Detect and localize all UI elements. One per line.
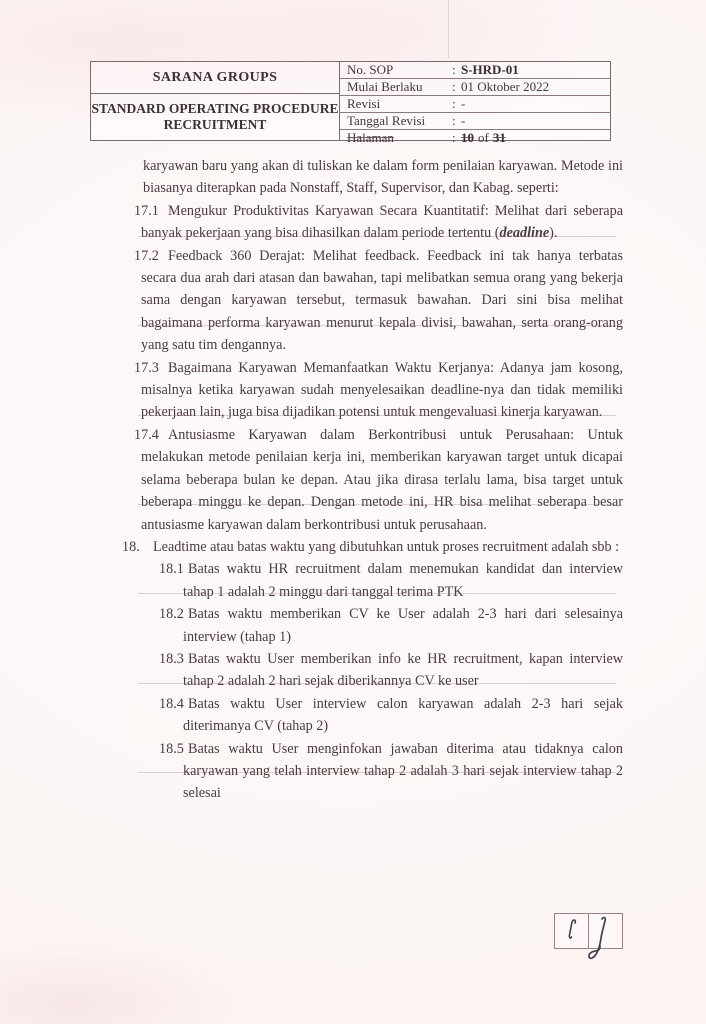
scan-artifact-line: [138, 683, 616, 684]
org-name: SARANA GROUPS: [91, 62, 339, 94]
list-item-18-3: [159, 648, 623, 693]
meta-label: Halaman: [347, 130, 394, 145]
list-item-18: [122, 536, 623, 558]
header-row-no-sop: [340, 62, 610, 79]
signature-box: [554, 913, 623, 949]
scan-fold-line: [448, 0, 449, 58]
item-number: 17.2: [134, 247, 159, 264]
item-number: 18.5: [159, 740, 184, 757]
scan-artifact-line: [138, 236, 616, 237]
header-row-tanggal-revisi: [340, 113, 610, 130]
header-title-column: [91, 62, 340, 140]
meta-label: Revisi: [347, 96, 381, 111]
header-meta-column: [340, 62, 610, 145]
item-number: 18.2: [159, 606, 184, 623]
item-text: Bagaimana Karyawan Memanfaatkan Waktu Kerjanya: Adanya jam kosong, misalnya ketika karyawan sudah menyelesaikan deadline-nya dan tidak memiliki pekerjaan lain, juga bisa dijadikan potensi untuk mengevaluasi kinerja karyawan.: [141, 359, 623, 421]
scan-artifact-line: [138, 325, 616, 326]
header-row-revisi: [340, 96, 610, 113]
list-item-17-3: [134, 357, 623, 424]
meta-colon: :: [452, 62, 456, 77]
meta-colon: :: [452, 79, 456, 94]
page-total: 31: [492, 130, 506, 145]
paragraph-continuation: karyawan baru yang akan di tuliskan ke dalam form penilaian karyawan. Metode ini biasanya diterapkan pada Nonstaff, Staff, Supervisor, dan Kabag. seperti:: [143, 158, 623, 197]
meta-colon: :: [452, 130, 456, 145]
scan-artifact-line: [138, 593, 616, 594]
item-text: Batas waktu memberikan CV ke User adalah 2-3 hari dari selesainya interview (tahap 1): [183, 606, 623, 645]
meta-label: Tanggal Revisi: [347, 113, 426, 128]
signature-cell-right: [589, 914, 622, 948]
meta-label: Mulai Berlaku: [347, 79, 423, 94]
doc-title-line2: RECRUITMENT: [163, 117, 267, 132]
page-of: of: [478, 130, 489, 145]
item-text-italic: deadline: [499, 225, 550, 242]
item-number: 18.: [122, 538, 140, 555]
meta-value: -: [461, 96, 466, 111]
item-number: 17.1: [134, 202, 159, 219]
list-item-18-2: [159, 603, 623, 648]
document-body: [122, 155, 623, 805]
meta-value: -: [461, 113, 466, 128]
item-number: 18.3: [159, 650, 184, 667]
item-text: Batas waktu HR recruitment dalam menemukan kandidat dan interview tahap 1 adalah 2 minggu dari tanggal terima PTK: [183, 561, 623, 600]
item-text: Feedback 360 Derajat: Melihat feedback. Feedback ini tak hanya terbatas secara dua arah dari atasan dan bawahan, tapi melibatkan semua orang yang bekerja sama dengan karyawan tersebut, termasuk bawahan. Dari sini bisa melihat bagaimana performa karyawan menurut kepala divisi, bawahan, serta orang-orang yang satu tim dengannya.: [141, 247, 623, 354]
doc-title: [91, 94, 339, 140]
item-text: Batas waktu User menginfokan jawaban diterima atau tidaknya calon karyawan yang telah interview tahap 2 adalah 3 hari sejak interview tahap 2 selesai: [183, 740, 623, 802]
scan-artifact-line: [138, 772, 616, 773]
item-text: Antusiasme Karyawan dalam Berkontribusi untuk Perusahaan: Untuk melakukan metode penilaian kerja ini, memberikan karyawan target untuk dicapai selama beberapa bulan ke depan. Atau jika dirasa terlalu lama, bisa target untuk beberapa minggu ke depan. Dengan metode ini, HR bisa melihat seberapa besar antusiasme karyawan dalam berkontribusi untuk perusahaan.: [141, 426, 623, 533]
meta-value: S-HRD-01: [461, 62, 519, 77]
item-text: Leadtime atau batas waktu yang dibutuhkan untuk proses recruitment adalah sbb :: [153, 538, 620, 555]
list-item-17-1: [134, 200, 623, 245]
item-text: ).: [549, 225, 558, 242]
scan-artifact-line: [138, 415, 616, 416]
header-row-mulai-berlaku: [340, 79, 610, 96]
list-item-17-4: [134, 424, 623, 536]
item-text: Batas waktu User memberikan info ke HR recruitment, kapan interview tahap 2 adalah 2 hari sejak diberikannya CV ke user: [183, 650, 623, 690]
header-table: [90, 61, 611, 145]
item-text: Mengukur Produktivitas Karyawan Secara Kuantitatif: Melihat dari seberapa banyak pekerjaan yang bisa dihasilkan dalam periode tertentu (: [141, 202, 623, 242]
signature-cell-left: [555, 914, 589, 948]
page-number: 10: [461, 130, 474, 145]
meta-label: No. SOP: [347, 62, 394, 77]
item-number: 17.4: [134, 426, 159, 443]
item-number: 17.3: [134, 359, 159, 376]
list-item-18-1: [159, 558, 623, 603]
header-row-halaman: [340, 130, 610, 146]
meta-colon: :: [452, 113, 456, 128]
item-text: Batas waktu User interview calon karyawan adalah 2-3 hari sejak diterimanya CV (tahap 2): [183, 695, 623, 735]
item-number: 18.4: [159, 695, 184, 712]
meta-colon: :: [452, 96, 456, 111]
list-item-18-4: [159, 693, 623, 738]
item-number: 18.1: [159, 561, 184, 578]
scan-artifact-line: [138, 504, 616, 505]
meta-value: 01 Oktober 2022: [461, 79, 550, 94]
list-item-17-2: [134, 245, 623, 357]
doc-title-line1: STANDARD OPERATING PROCEDURE: [91, 101, 339, 116]
